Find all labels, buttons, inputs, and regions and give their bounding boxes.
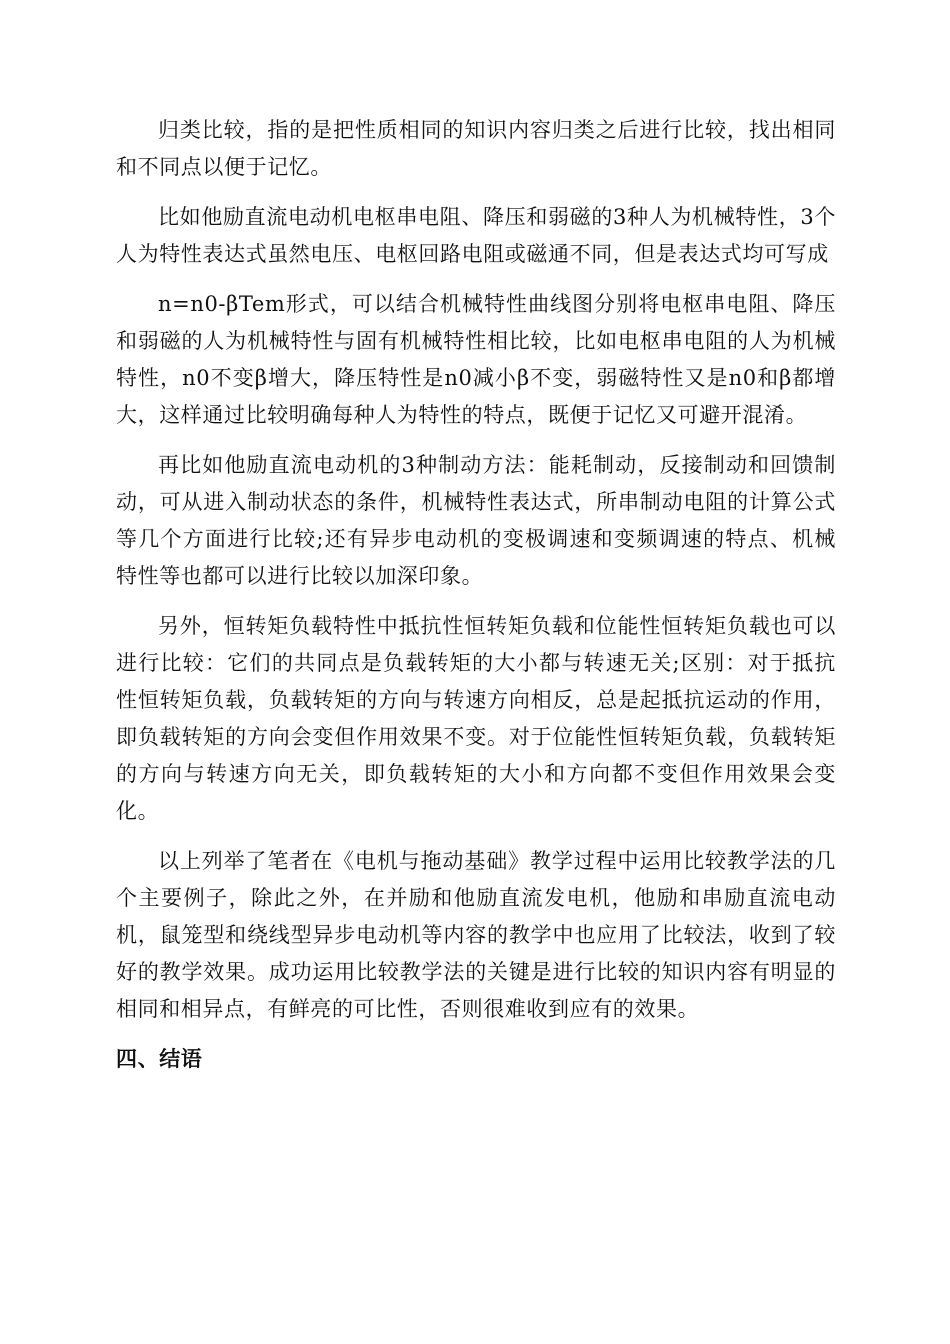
paragraph-formula-comparison: n=n0-βTem形式，可以结合机械特性曲线图分别将电枢串电阻、降压和弱磁的人为机械特性与固有机械特性相比较，比如电枢串电阻的人为机械特性，n0不变β增大，降压特性是n0减小β不变，弱磁特性又是n0和β都增大，这样通过比较明确每种人为特性的特点，既便于记忆又可避开混淆。 [116,292,836,427]
paragraph-braking-methods: 再比如他励直流电动机的3种制动方法：能耗制动，反接制动和回馈制动，可从进入制动状态的条件，机械特性表达式，所串制动电阻的计算公式等几个方面进行比较;还有异步电动机的变极调速和变频调速的特点、机械特性等也都可以进行比较以加深印象。 [116,453,836,588]
paragraph-artificial-characteristics: 比如他励直流电动机电枢串电阻、降压和弱磁的3种人为机械特性，3个人为特性表达式虽然电压、电枢回路电阻或磁通不同，但是表达式均可写成 [116,205,836,266]
paragraph-category-comparison: 归类比较，指的是把性质相同的知识内容归类之后进行比较，找出相同和不同点以便于记忆。 [116,118,836,179]
section-heading-conclusion: 四、结语 [116,1047,203,1071]
paragraph-teaching-examples: 以上列举了笔者在《电机与拖动基础》教学过程中运用比较教学法的几个主要例子，除此之外，在并励和他励直流发电机，他励和串励直流电动机，鼠笼型和绕线型异步电动机等内容的教学中也应用了比较法，收到了较好的教学效果。成功运用比较教学法的关键是进行比较的知识内容有明显的相同和相异点，有鲜亮的可比性，否则很难收到应有的效果。 [116,849,836,1021]
paragraph-constant-torque-load: 另外，恒转矩负载特性中抵抗性恒转矩负载和位能性恒转矩负载也可以进行比较：它们的共同点是负载转矩的大小都与转速无关;区别：对于抵抗性恒转矩负载，负载转矩的方向与转速方向相反，总是起抵抗运动的作用，即负载转矩的方向会变但作用效果不变。对于位能性恒转矩负载，负载转矩的方向与转速方向无关，即负载转矩的大小和方向都不变但作用效果会变化。 [116,614,836,823]
document-page [116,112,836,1078]
